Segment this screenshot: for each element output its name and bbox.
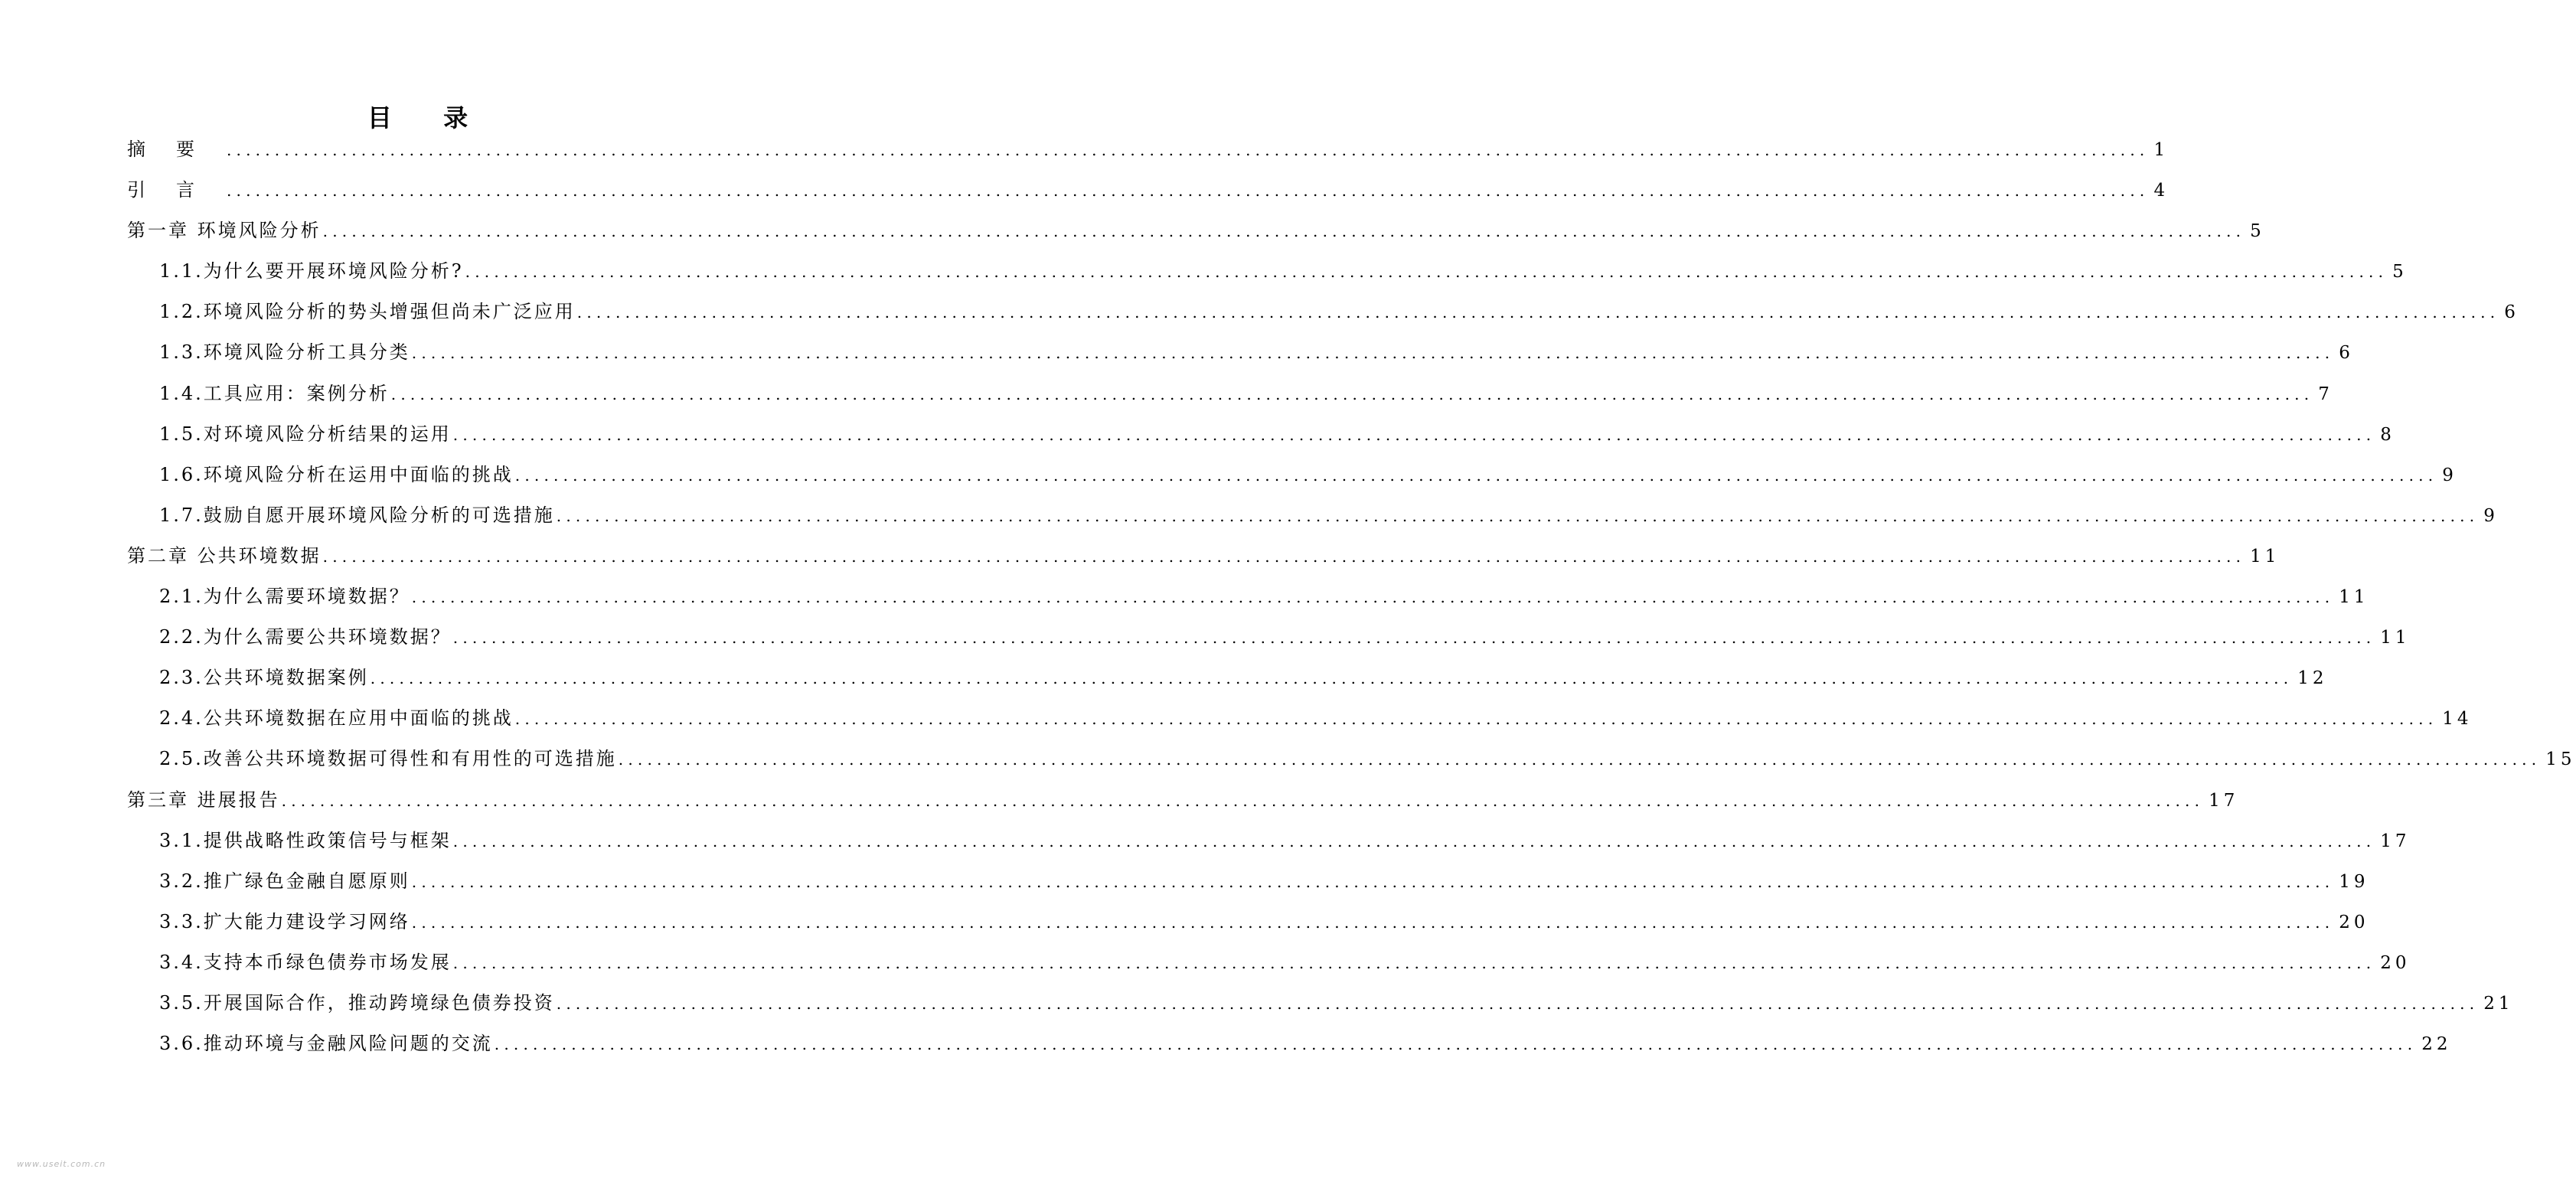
- toc-page-number: 7: [2318, 384, 2333, 404]
- toc-subsection-entry[interactable]: [127, 658, 2328, 698]
- toc-subsection-entry[interactable]: [127, 495, 2499, 536]
- dot-leader: ........................................................................................................................................................................................................: [390, 384, 2314, 403]
- dot-leader: ........................................................................................................................................................................................................: [452, 953, 2376, 972]
- dot-leader: ........................................................................................................................................................................................................: [411, 344, 2335, 363]
- dot-leader: ........................................................................................................................................................................................................: [618, 750, 2542, 769]
- toc-entry-label: 1.7.鼓励自愿开展环境风险分析的可选措施: [159, 504, 555, 526]
- dot-leader: ........................................................................................................................................................................................................: [452, 629, 2376, 648]
- toc-entry-label: 1.1.为什么要开展环境风险分析?: [159, 260, 464, 282]
- toc-entry-label: 2.3.公共环境数据案例: [159, 667, 369, 689]
- dot-leader: ........................................................................................................................................................................................................: [411, 872, 2335, 891]
- toc-entry-label: 1.5.对环境风险分析结果的运用: [159, 423, 452, 445]
- toc-entry-label: 1.4.工具应用：案例分析: [159, 382, 390, 404]
- toc-subsection-entry[interactable]: [127, 698, 2473, 739]
- dot-leader: ........................................................................................................................................................................................................: [322, 222, 2246, 241]
- toc-page-number: 17: [2209, 790, 2239, 811]
- toc-subsection-entry[interactable]: [127, 374, 2333, 414]
- toc-page-number: 5: [2250, 221, 2265, 242]
- dot-leader: ........................................................................................................................................................................................................: [576, 303, 2500, 322]
- toc-page-number: 6: [2339, 343, 2354, 364]
- toc-entry-label: 摘要: [127, 139, 225, 160]
- watermark: www.useit.com.cn: [17, 1159, 106, 1169]
- toc-chapter-entry[interactable]: [127, 170, 2170, 211]
- toc-page-number: 11: [2250, 546, 2281, 567]
- toc-page-number: 19: [2339, 871, 2369, 892]
- toc-subsection-entry[interactable]: [127, 292, 2519, 332]
- toc-title: 目 录: [367, 103, 490, 132]
- dot-leader: ........................................................................................................................................................................................................: [411, 913, 2335, 932]
- table-of-contents: [127, 129, 2576, 1064]
- dot-leader: ........................................................................................................................................................................................................: [281, 791, 2205, 810]
- toc-page-number: 22: [2421, 1034, 2452, 1055]
- toc-page-number: 9: [2442, 465, 2457, 485]
- toc-entry-label: 引言: [127, 179, 225, 201]
- toc-chapter-entry[interactable]: [127, 780, 2239, 821]
- toc-entry-label: 2.5.改善公共环境数据可得性和有用性的可选措施: [159, 748, 617, 770]
- toc-subsection-entry[interactable]: [127, 617, 2411, 658]
- toc-entry-label: 2.4.公共环境数据在应用中面临的挑战: [159, 707, 514, 730]
- toc-entry-label: 3.3.扩大能力建设学习网络: [159, 910, 410, 932]
- dot-leader: ........................................................................................................................................................................................................: [322, 547, 2246, 566]
- toc-entry-label: 3.4.支持本币绿色债券市场发展: [159, 951, 452, 973]
- toc-entry-label: 1.2.环境风险分析的势头增强但尚未广泛应用: [159, 301, 576, 323]
- toc-page-number: 5: [2392, 262, 2408, 282]
- toc-page-number: 1: [2153, 140, 2170, 160]
- toc-page-number: 12: [2297, 668, 2328, 689]
- toc-entry-label: 第二章 公共环境数据: [127, 544, 322, 567]
- dot-leader: ........................................................................................................................................................................................................: [227, 141, 2150, 159]
- toc-entry-label: 1.3.环境风险分析工具分类: [159, 341, 410, 364]
- toc-page-number: 11: [2380, 628, 2411, 648]
- toc-subsection-entry[interactable]: [127, 414, 2395, 455]
- toc-page-number: 4: [2153, 181, 2170, 201]
- toc-page-number: 20: [2380, 952, 2411, 973]
- dot-leader: ........................................................................................................................................................................................................: [514, 710, 2438, 729]
- toc-entry-label: 第三章 进展报告: [127, 789, 280, 811]
- dot-leader: ........................................................................................................................................................................................................: [370, 669, 2294, 688]
- toc-entry-label: 3.1.提供战略性政策信号与框架: [159, 829, 452, 851]
- toc-entry-label: 3.6.推动环境与金融风险问题的交流: [159, 1033, 493, 1055]
- toc-page-number: 9: [2483, 505, 2499, 526]
- toc-page-number: 6: [2504, 302, 2519, 323]
- toc-entry-label: 2.1.为什么需要环境数据？: [159, 586, 410, 608]
- toc-subsection-entry[interactable]: [127, 1024, 2452, 1064]
- toc-subsection-entry[interactable]: [127, 739, 2576, 779]
- toc-subsection-entry[interactable]: [127, 902, 2369, 942]
- toc-subsection-entry[interactable]: [127, 861, 2369, 902]
- toc-entry-label: 3.2.推广绿色金融自愿原则: [159, 870, 410, 892]
- toc-subsection-entry[interactable]: [127, 942, 2411, 983]
- toc-page-number: 14: [2442, 709, 2473, 730]
- toc-entry-label: 1.6.环境风险分析在运用中面临的挑战: [159, 463, 514, 485]
- dot-leader: ........................................................................................................................................................................................................: [452, 831, 2376, 851]
- toc-page-number: 11: [2339, 587, 2369, 608]
- toc-entry-label: 2.2.为什么需要公共环境数据？: [159, 626, 452, 648]
- dot-leader: ........................................................................................................................................................................................................: [556, 506, 2480, 525]
- dot-leader: ........................................................................................................................................................................................................: [465, 263, 2388, 282]
- dot-leader: ........................................................................................................................................................................................................: [411, 588, 2335, 607]
- toc-page-number: 20: [2339, 912, 2369, 932]
- toc-page-number: 21: [2483, 993, 2514, 1014]
- toc-subsection-entry[interactable]: [127, 251, 2408, 292]
- toc-chapter-entry[interactable]: [127, 536, 2281, 576]
- toc-subsection-entry[interactable]: [127, 455, 2457, 495]
- toc-subsection-entry[interactable]: [127, 821, 2411, 861]
- toc-chapter-entry[interactable]: [127, 129, 2170, 170]
- toc-subsection-entry[interactable]: [127, 983, 2514, 1024]
- dot-leader: ........................................................................................................................................................................................................: [556, 994, 2480, 1013]
- toc-subsection-entry[interactable]: [127, 332, 2354, 373]
- toc-page-number: 17: [2380, 831, 2411, 851]
- dot-leader: ........................................................................................................................................................................................................: [227, 181, 2150, 201]
- dot-leader: ........................................................................................................................................................................................................: [514, 465, 2438, 485]
- toc-entry-label: 3.5.开展国际合作，推动跨境绿色债券投资: [159, 991, 555, 1014]
- dot-leader: ........................................................................................................................................................................................................: [494, 1035, 2418, 1054]
- toc-entry-label: 第一章 环境风险分析: [127, 220, 322, 242]
- toc-subsection-entry[interactable]: [127, 576, 2369, 617]
- toc-chapter-entry[interactable]: [127, 211, 2265, 251]
- toc-page-number: 8: [2380, 424, 2395, 445]
- dot-leader: ........................................................................................................................................................................................................: [452, 425, 2376, 444]
- toc-page-number: 15: [2545, 749, 2576, 770]
